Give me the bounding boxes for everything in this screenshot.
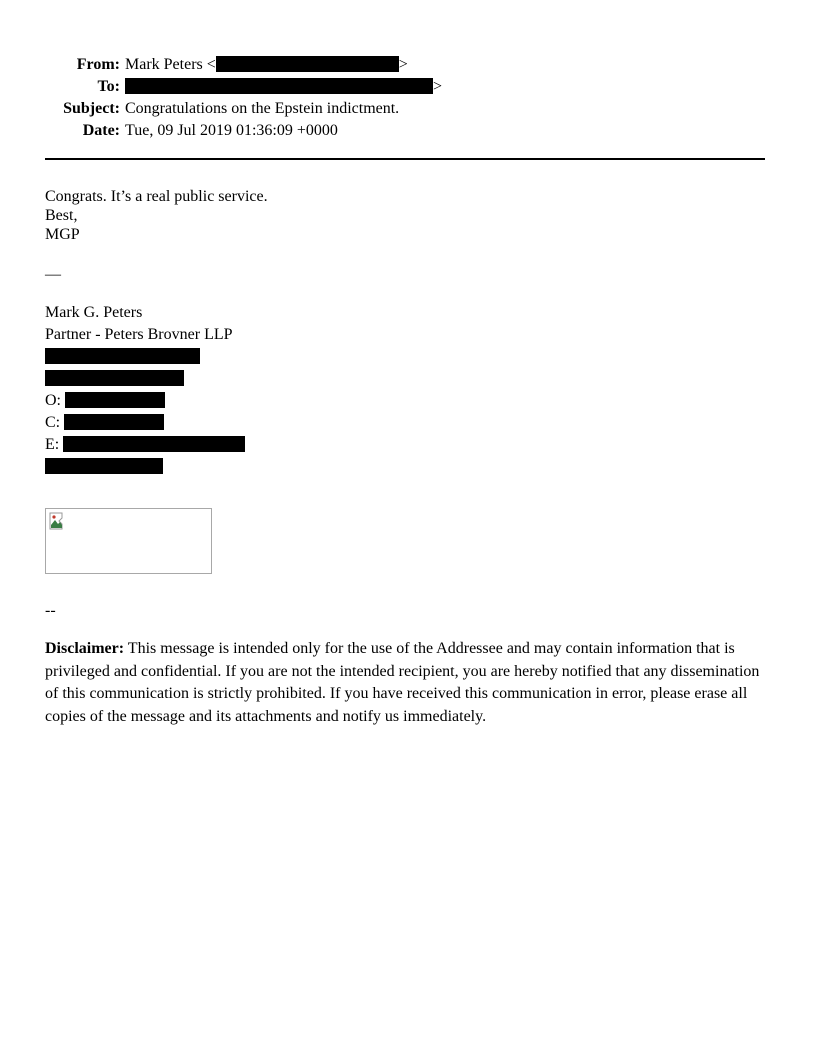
from-label: From: <box>76 56 120 73</box>
redacted-from-address <box>216 56 399 72</box>
from-bracket: > <box>398 56 408 73</box>
footer-separator: -- <box>45 602 56 619</box>
office-label: O: <box>45 392 61 409</box>
office-phone-line <box>45 390 765 412</box>
from-row <box>45 54 765 76</box>
broken-image-icon <box>48 511 68 531</box>
to-row <box>45 76 765 98</box>
email-body <box>45 187 765 244</box>
redacted-office-phone <box>65 392 165 408</box>
disclaimer-label: Disclaimer: <box>45 640 125 657</box>
redacted-bar <box>45 458 163 474</box>
from-name: Mark Peters < <box>125 56 216 73</box>
date-row <box>45 120 765 142</box>
redacted-bar <box>45 348 200 364</box>
redacted-bar <box>45 370 184 386</box>
redacted-address-line <box>45 346 765 368</box>
body-line: MGP <box>45 226 80 243</box>
to-value <box>125 76 442 98</box>
signature-title: Partner - Peters Brovner LLP <box>45 326 233 343</box>
redacted-line <box>45 456 765 478</box>
header-divider <box>45 158 765 160</box>
date-label: Date: <box>82 122 120 139</box>
signature-separator: — <box>45 266 61 283</box>
disclaimer-text: This message is intended only for the use of the Addressee and may contain information that is privileged and confidential. If you are not the intended recipient, you are hereby notified that any dissemination of this communication is strictly prohibited. If you have received this communication in error, please erase all copies of the message and its attachments and notify us immediately. <box>45 640 760 725</box>
cell-label: C: <box>45 414 61 431</box>
disclaimer <box>45 638 765 728</box>
redacted-address-line <box>45 368 765 390</box>
redacted-to-address <box>125 78 433 94</box>
cell-phone-line <box>45 412 765 434</box>
body-line: Congrats. It’s a real public service. <box>45 188 268 205</box>
signature-image-placeholder <box>45 508 212 574</box>
subject-label: Subject: <box>63 100 120 117</box>
subject-value: Congratulations on the Epstein indictment. <box>125 100 400 117</box>
email-header <box>45 54 765 142</box>
email-label: E: <box>45 436 60 453</box>
signature-name: Mark G. Peters <box>45 304 143 321</box>
redacted-cell-phone <box>64 414 164 430</box>
from-value <box>125 54 408 76</box>
body-line: Best, <box>45 207 78 224</box>
signature-block <box>45 302 765 478</box>
email-line <box>45 434 765 456</box>
subject-row <box>45 98 765 120</box>
to-label: To: <box>97 78 120 95</box>
redacted-email-address <box>63 436 245 452</box>
to-bracket: > <box>433 78 443 95</box>
date-value: Tue, 09 Jul 2019 01:36:09 +0000 <box>125 122 338 139</box>
